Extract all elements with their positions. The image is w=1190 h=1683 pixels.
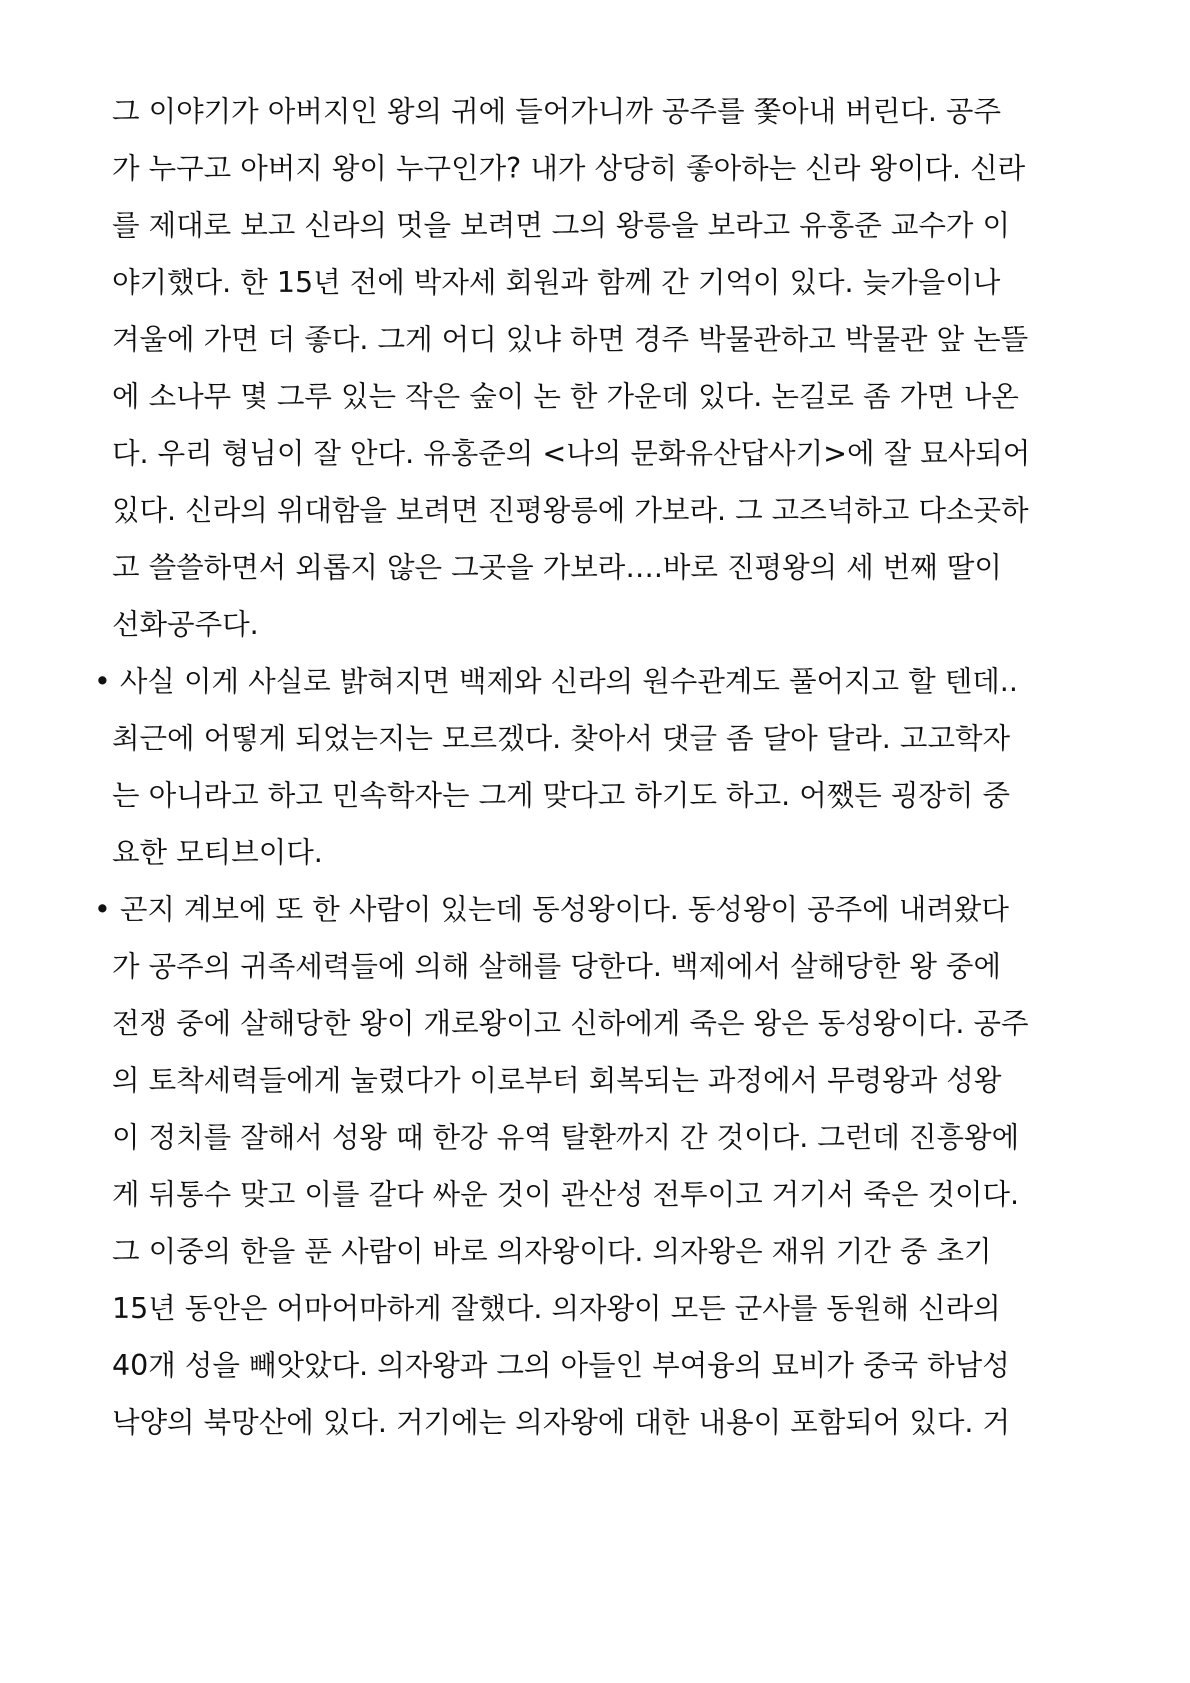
text-line: 전쟁 중에 살해당한 왕이 개로왕이고 신하에게 죽은 왕은 동성왕이다. 공주 bbox=[112, 1007, 1029, 1040]
text-line: 의 토착세력들에게 눌렸다가 이로부터 회복되는 과정에서 무령왕과 성왕 bbox=[112, 1064, 1002, 1097]
text-line: 그 이야기가 아버지인 왕의 귀에 들어가니까 공주를 쫓아내 버린다. 공주 bbox=[112, 95, 1001, 128]
text-line: 40개 성을 빼앗았다. 의자왕과 그의 아들인 부여융의 묘비가 중국 하남성 bbox=[112, 1349, 1010, 1382]
text-line: 는 아니라고 하고 민속학자는 그게 맞다고 하기도 하고. 어쨌든 굉장히 중 bbox=[112, 779, 1011, 812]
text-line: 최근에 어떻게 되었는지는 모르겠다. 찾아서 댓글 좀 달아 달라. 고고학자 bbox=[112, 722, 1011, 755]
text-line: 선화공주다. bbox=[112, 608, 259, 641]
text-line: 야기했다. 한 15년 전에 박자세 회원과 함께 간 기억이 있다. 늦가을이나 bbox=[112, 266, 1001, 299]
text-line: 고 쓸쓸하면서 외롭지 않은 그곳을 가보라….바로 진평왕의 세 번째 딸이 bbox=[112, 551, 1002, 584]
bullet-item-line: • 곤지 계보에 또 한 사람이 있는데 동성왕이다. 동성왕이 공주에 내려왔다 bbox=[94, 893, 1009, 926]
text-line: 낙양의 북망산에 있다. 거기에는 의자왕에 대한 내용이 포함되어 있다. 거 bbox=[112, 1406, 1011, 1439]
bullet-item-line: • 사실 이게 사실로 밝혀지면 백제와 신라의 원수관계도 풀어지고 할 텐데.. bbox=[94, 665, 1018, 698]
text-line: 있다. 신라의 위대함을 보려면 진평왕릉에 가보라. 그 고즈넉하고 다소곳하 bbox=[112, 494, 1029, 527]
text-line: 요한 모티브이다. bbox=[112, 836, 323, 869]
text-line: 에 소나무 몇 그루 있는 작은 숲이 논 한 가운데 있다. 논길로 좀 가면 나온 bbox=[112, 380, 1019, 413]
text-line: 겨울에 가면 더 좋다. 그게 어디 있냐 하면 경주 박물관하고 박물관 앞 논뜰 bbox=[112, 323, 1029, 356]
text-line: 15년 동안은 어마어마하게 잘했다. 의자왕이 모든 군사를 동원해 신라의 bbox=[112, 1292, 1001, 1325]
text-line: 다. 우리 형님이 잘 안다. 유홍준의 <나의 문화유산답사기>에 잘 묘사되어 bbox=[112, 437, 1031, 470]
text-line: 가 공주의 귀족세력들에 의해 살해를 당한다. 백제에서 살해당한 왕 중에 bbox=[112, 950, 1001, 983]
text-line: 그 이중의 한을 푼 사람이 바로 의자왕이다. 의자왕은 재위 기간 중 초기 bbox=[112, 1235, 992, 1268]
text-line: 게 뒤통수 맞고 이를 갈다 싸운 것이 관산성 전투이고 거기서 죽은 것이다. bbox=[112, 1178, 1020, 1211]
text-line: 가 누구고 아버지 왕이 누구인가? 내가 상당히 좋아하는 신라 왕이다. 신라 bbox=[112, 152, 1026, 185]
text-line: 이 정치를 잘해서 성왕 때 한강 유역 탈환까지 간 것이다. 그런데 진흥왕에 bbox=[112, 1121, 1020, 1154]
text-line: 를 제대로 보고 신라의 멋을 보려면 그의 왕릉을 보라고 유홍준 교수가 이 bbox=[112, 209, 1011, 242]
